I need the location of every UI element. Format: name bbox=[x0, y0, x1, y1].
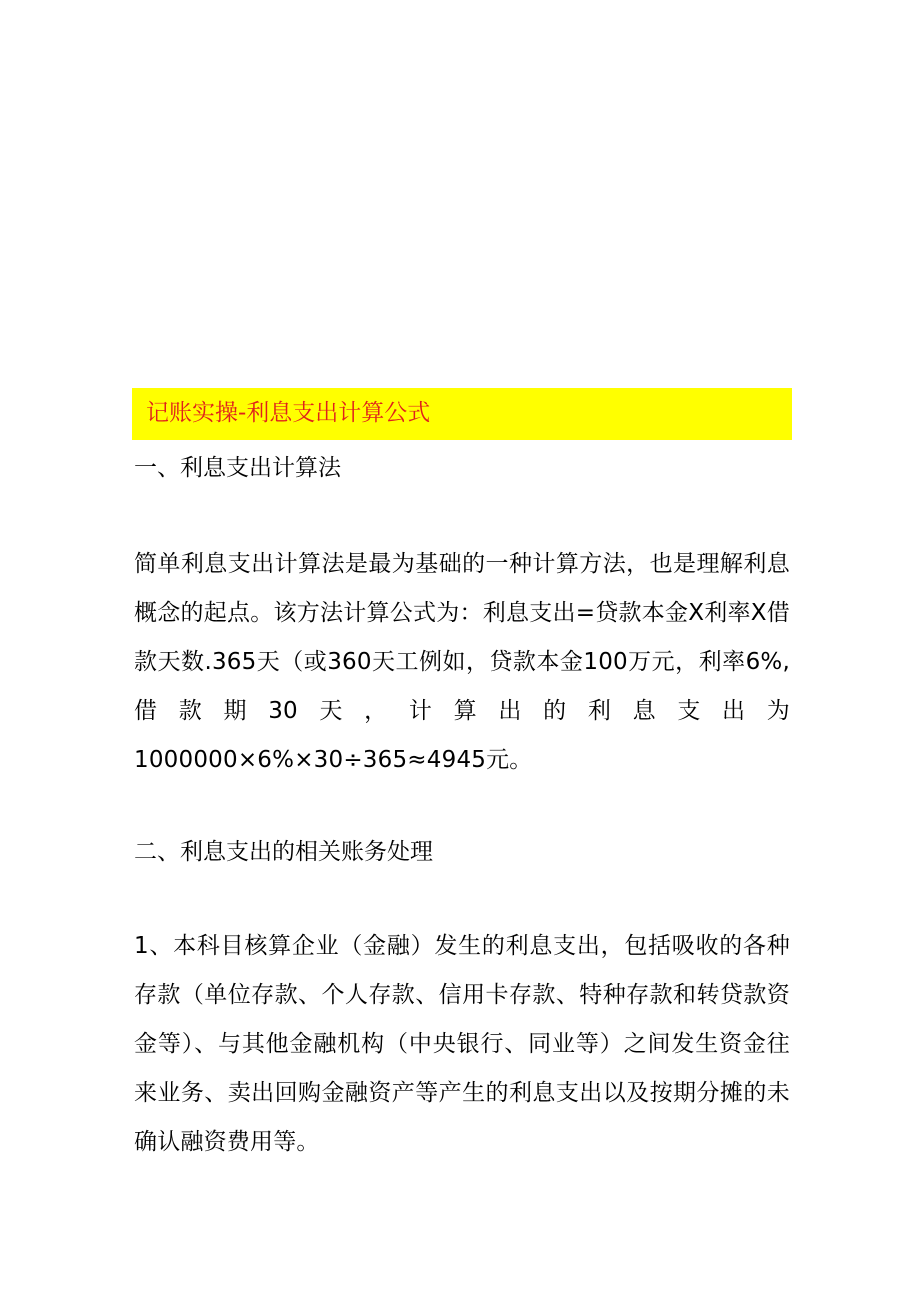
section-2-heading: 二、利息支出的相关账务处理 bbox=[134, 839, 433, 865]
section-2-paragraph: 1、本科目核算企业（金融）发生的利息支出，包括吸收的各种存款（单位存款、个人存款、信用卡存款、特种存款和转贷款资金等）、与其他金融机构（中央银行、同业等）之间发生资金往来业务、卖出回购金融资产等产生的利息支出以及按期分摊的未确认融资费用等。 bbox=[134, 933, 790, 1155]
title-banner bbox=[132, 388, 792, 440]
document-title: 记账实操-利息支出计算公式 bbox=[146, 400, 431, 426]
section-1-heading: 一、利息支出计算法 bbox=[134, 455, 341, 481]
section-1-paragraph: 简单利息支出计算法是最为基础的一种计算方法，也是理解利息概念的起点。该方法计算公式为：利息支出=贷款本金X利率X借款天数.365天（或360天工例如，贷款本金100万元，利率6%,借款期30天，计算出的利息支出为1000000×6%×30÷365≈4945元。 bbox=[134, 551, 790, 773]
